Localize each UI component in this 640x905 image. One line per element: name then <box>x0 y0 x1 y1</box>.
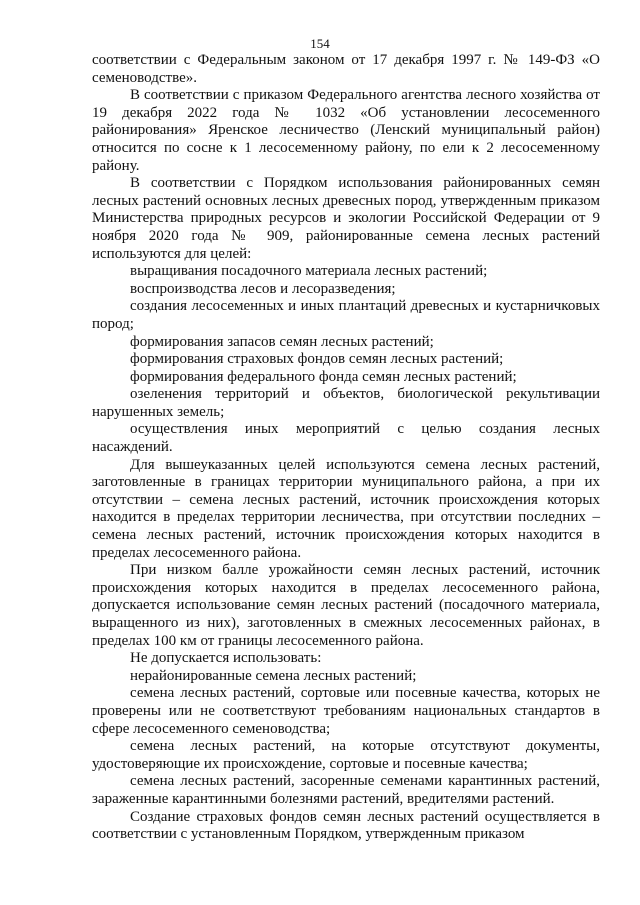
list-item: выращивания посадочного материала лесных растений; <box>130 263 488 280</box>
paragraph-seed-sources: Для вышеуказанных целей используются семена лесных растений, заготовленные в границах территории муниципального района, а при их отсутствии – семена лесных растений, источник происхождения которых находится в пределах территории лесничества, при отсутствии последних – семена лесных растений, источник происхождения которых находится в пределах лесосеменного района. <box>92 456 600 561</box>
list-item: создания лесосеменных и иных плантаций древесных и кустарничковых пород; <box>92 298 600 332</box>
list-item: озеленения территорий и объектов, биологической рекультивации нарушенных земель; <box>92 386 600 420</box>
paragraph-low-yield: При низком балле урожайности семян лесных растений, источник происхождения которых находится в пределах лесосеменного района, допускается использование семян лесных растений (посадочного материала, выращенного из них), заготовленных в смежных лесосеменных районах, в пределах 100 км от границы лесосеменного района. <box>92 562 600 649</box>
list-item: формирования страховых фондов семян лесных растений; <box>130 351 504 368</box>
paragraph-insurance-funds: Создание страховых фондов семян лесных растений осуществляется в соответствии с установленным Порядком, утвержденным приказом <box>92 808 600 843</box>
list-item: формирования запасов семян лесных растений; <box>130 333 434 350</box>
list-item: воспроизводства лесов и лесоразведения; <box>130 280 396 297</box>
list-item: семена лесных растений, засоренные семенами карантинных растений, зараженные карантинными болезнями растений, вредителями растений. <box>92 773 600 807</box>
body-text <box>92 52 600 844</box>
page-number: 154 <box>310 36 330 51</box>
list-item: семена лесных растений, на которые отсутствуют документы, удостоверяющие их происхождение, сортовые и посевные качества; <box>92 738 600 772</box>
paragraph-1: соответствии с Федеральным законом от 17 декабря 1997 г. № 149-ФЗ «О семеноводстве». <box>92 52 600 86</box>
list-item: нерайонированные семена лесных растений; <box>130 667 417 684</box>
list-item: формирования федерального фонда семян лесных растений; <box>130 368 517 385</box>
paragraph-prohibited-heading: Не допускается использовать: <box>130 650 322 667</box>
paragraph-2: В соответствии с приказом Федерального агентства лесного хозяйства от 19 декабря 2022 года № 1032 «Об установлении лесосеменного районирования» Яренское лесничество (Ленский муниципальный район) относится по сосне к 1 лесосеменному району, по ели к 2 лесосеменному району. <box>92 87 600 174</box>
paragraph-3: В соответствии с Порядком использования районированных семян лесных растений основных лесных древесных пород, утвержденным приказом Министерства природных ресурсов и экологии Российской Федерации от 9 ноября 2020 года № 909, районированные семена лесных растений используются для целей: <box>92 175 600 262</box>
list-item: осуществления иных мероприятий с целью создания лесных насаждений. <box>92 421 600 456</box>
list-item: семена лесных растений, сортовые или посевные качества, которых не проверены или не соответствуют требованиям национальных стандартов в сфере лесосеменного семеноводства; <box>92 685 600 737</box>
